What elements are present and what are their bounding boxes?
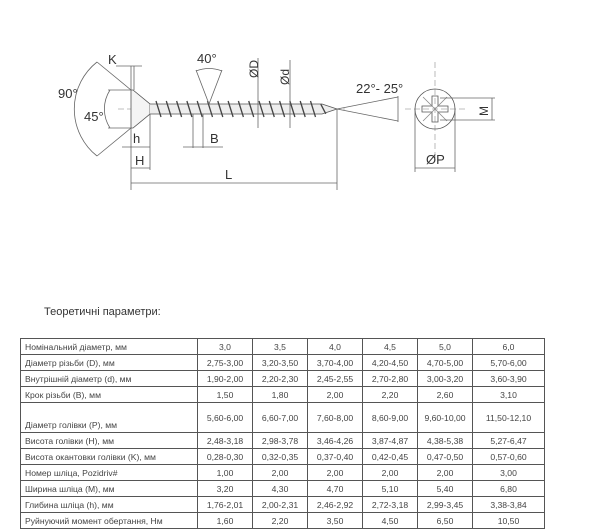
table-cell: 6,50 (418, 513, 473, 529)
label-P: ØP (426, 152, 445, 167)
table-cell: 5,10 (363, 481, 418, 497)
table-cell: 3,20 (198, 481, 253, 497)
row-label: Висота голівки (H), мм (21, 433, 198, 449)
table-cell: 2,00 (363, 465, 418, 481)
table-cell: 2,20 (363, 387, 418, 403)
table-cell: 2,75-3,00 (198, 355, 253, 371)
table-cell: 5,60-6,00 (198, 403, 253, 433)
table-cell: 10,50 (473, 513, 545, 529)
table-cell: 2,99-3,45 (418, 497, 473, 513)
table-cell: 3,00 (473, 465, 545, 481)
table-cell: 6,0 (473, 339, 545, 355)
table-cell: 4,20-4,50 (363, 355, 418, 371)
table-cell: 0,28-0,30 (198, 449, 253, 465)
table-cell: 8,60-9,00 (363, 403, 418, 433)
table-cell: 0,47-0,50 (418, 449, 473, 465)
label-M: M (477, 106, 491, 116)
table-cell: 2,48-3,18 (198, 433, 253, 449)
label-angle-40: 40° (197, 51, 217, 66)
table-cell: 3,00-3,20 (418, 371, 473, 387)
table-cell: 3,46-4,26 (308, 433, 363, 449)
row-label: Ширина шліца (M), мм (21, 481, 198, 497)
table-row (21, 497, 545, 513)
table-cell: 3,10 (473, 387, 545, 403)
row-label: Діаметр голівки (P), мм (21, 403, 198, 433)
table-row (21, 481, 545, 497)
label-angle-90: 90° (58, 86, 78, 101)
row-label: Руйнуючий момент обертання, Нм (21, 513, 198, 529)
table-cell: 2,00 (308, 387, 363, 403)
label-d: Ød (278, 68, 292, 85)
label-D: ØD (247, 60, 261, 78)
table-row (21, 355, 545, 371)
row-label: Діаметр різьби (D), мм (21, 355, 198, 371)
table-cell: 7,60-8,00 (308, 403, 363, 433)
table-cell: 2,60 (418, 387, 473, 403)
row-label: Крок різьби (B), мм (21, 387, 198, 403)
table-cell: 4,38-5,38 (418, 433, 473, 449)
label-tip-angle: 22°- 25° (356, 81, 404, 96)
table-row (21, 371, 545, 387)
table-cell: 1,50 (198, 387, 253, 403)
table-cell: 0,37-0,40 (308, 449, 363, 465)
table-cell: 3,60-3,90 (473, 371, 545, 387)
table-cell: 4,0 (308, 339, 363, 355)
table-row (21, 465, 545, 481)
table-cell: 0,32-0,35 (253, 449, 308, 465)
table-cell: 11,50-12,10 (473, 403, 545, 433)
label-angle-45: 45° (84, 109, 104, 124)
table-cell: 3,70-4,00 (308, 355, 363, 371)
table-cell: 2,70-2,80 (363, 371, 418, 387)
table-cell: 3,0 (198, 339, 253, 355)
table-cell: 0,42-0,45 (363, 449, 418, 465)
table-cell: 3,38-3,84 (473, 497, 545, 513)
table-cell: 4,50 (363, 513, 418, 529)
table-cell: 2,00-2,31 (253, 497, 308, 513)
row-label: Номінальний діаметр, мм (21, 339, 198, 355)
table-cell: 3,87-4,87 (363, 433, 418, 449)
table-cell: 5,40 (418, 481, 473, 497)
table-cell: 2,98-3,78 (253, 433, 308, 449)
table-row (21, 339, 545, 355)
table-cell: 4,70 (308, 481, 363, 497)
table-cell: 1,00 (198, 465, 253, 481)
table-cell: 2,00 (308, 465, 363, 481)
table-cell: 1,76-2,01 (198, 497, 253, 513)
table-cell: 6,80 (473, 481, 545, 497)
label-h: h (133, 131, 141, 146)
table-cell: 1,60 (198, 513, 253, 529)
table-cell: 5,70-6,00 (473, 355, 545, 371)
parameters-table (20, 338, 545, 529)
table-cell: 2,00 (253, 465, 308, 481)
table-cell: 2,72-3,18 (363, 497, 418, 513)
table-cell: 2,20-2,30 (253, 371, 308, 387)
table-cell: 4,30 (253, 481, 308, 497)
table-row (21, 403, 545, 433)
table-cell: 2,46-2,92 (308, 497, 363, 513)
row-label: Номер шліца, Pozidriv# (21, 465, 198, 481)
label-B: B (210, 131, 219, 146)
table-row (21, 387, 545, 403)
table-cell: 4,70-5,00 (418, 355, 473, 371)
table-cell: 3,5 (253, 339, 308, 355)
table-cell: 3,20-3,50 (253, 355, 308, 371)
table-cell: 9,60-10,00 (418, 403, 473, 433)
label-H: H (135, 153, 145, 168)
label-K: K (108, 52, 117, 67)
table-cell: 3,50 (308, 513, 363, 529)
table-cell: 2,45-2,55 (308, 371, 363, 387)
row-label: Глибина шліца (h), мм (21, 497, 198, 513)
table-cell: 4,5 (363, 339, 418, 355)
row-label: Внутрішній діаметр (d), мм (21, 371, 198, 387)
table-cell: 5,0 (418, 339, 473, 355)
screw-head (131, 90, 150, 128)
table-cell: 2,20 (253, 513, 308, 529)
table-cell: 1,90-2,00 (198, 371, 253, 387)
table-cell: 1,80 (253, 387, 308, 403)
row-label: Висота окантовки голівки (K), мм (21, 449, 198, 465)
section-caption: Теоретичні параметри: (44, 306, 161, 318)
table-cell: 2,00 (418, 465, 473, 481)
table-cell: 0,57-0,60 (473, 449, 545, 465)
table-row (21, 433, 545, 449)
table-row (21, 449, 545, 465)
table-cell: 5,27-6,47 (473, 433, 545, 449)
table-cell: 6,60-7,00 (253, 403, 308, 433)
label-L: L (225, 167, 233, 182)
